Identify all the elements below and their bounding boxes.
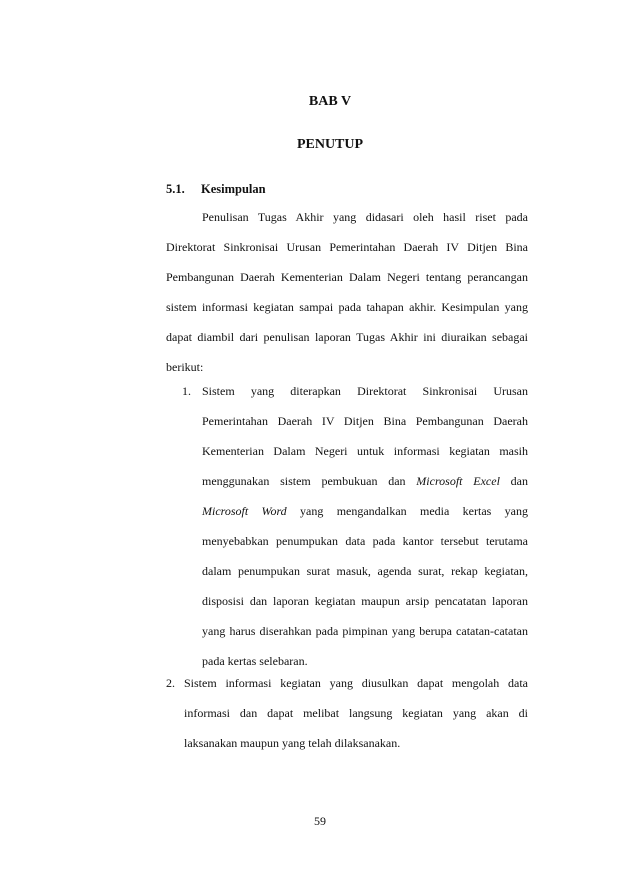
chapter-title: PENUTUP [296, 137, 364, 152]
section-title: Kesimpulan [201, 182, 266, 196]
list-item-text [202, 384, 528, 668]
list-item [166, 668, 528, 758]
text-segment: dan [499, 474, 528, 488]
chapter-heading: BAB V [308, 94, 352, 109]
text-segment: yang mengandalkan media kertas yang menyebabkan penumpukan data pada kantor tersebut terutama dalam penumpukan surat masuk, agenda surat, rekap kegiatan, disposisi dan laporan kegiatan maupun arsip pencatatan laporan yang harus diserahkan pada pimpinan yang berupa catatan-catatan pada kertas selebaran. [202, 504, 528, 668]
list-marker: 2. [166, 676, 175, 690]
italic-term: Microsoft Excel [416, 474, 500, 488]
conclusion-list-2 [166, 668, 528, 758]
page-number: 59 [314, 814, 326, 828]
text-segment: Sistem yang diterapkan Direktorat Sinkronisai Urusan Pemerintahan Daerah IV Ditjen Bina Pembangunan Daerah Kementerian Dalam Negeri untuk informasi kegiatan masih menggunakan sistem pembukuan dan [202, 384, 528, 488]
list-item [182, 376, 528, 676]
intro-paragraph: Penulisan Tugas Akhir yang didasari oleh hasil riset pada Direktorat Sinkronisai Urusan Pemerintahan Daerah IV Ditjen Bina Pembangunan Daerah Kementerian Dalam Negeri tentang perancangan sistem informasi kegiatan sampai pada tahapan akhir. Kesimpulan yang dapat diambil dari penulisan laporan Tugas Akhir ini diuraikan sebagai berikut: [166, 210, 528, 374]
list-marker: 1. [182, 384, 191, 398]
conclusion-list-1 [182, 376, 528, 676]
list-item-text: Sistem informasi kegiatan yang diusulkan dapat mengolah data informasi dan dapat melibat langsung kegiatan yang akan di laksanakan maupun yang telah dilaksanakan. [184, 676, 528, 750]
italic-term: Microsoft Word [202, 504, 287, 518]
section-number: 5.1. [166, 182, 185, 196]
section-heading [166, 182, 266, 197]
